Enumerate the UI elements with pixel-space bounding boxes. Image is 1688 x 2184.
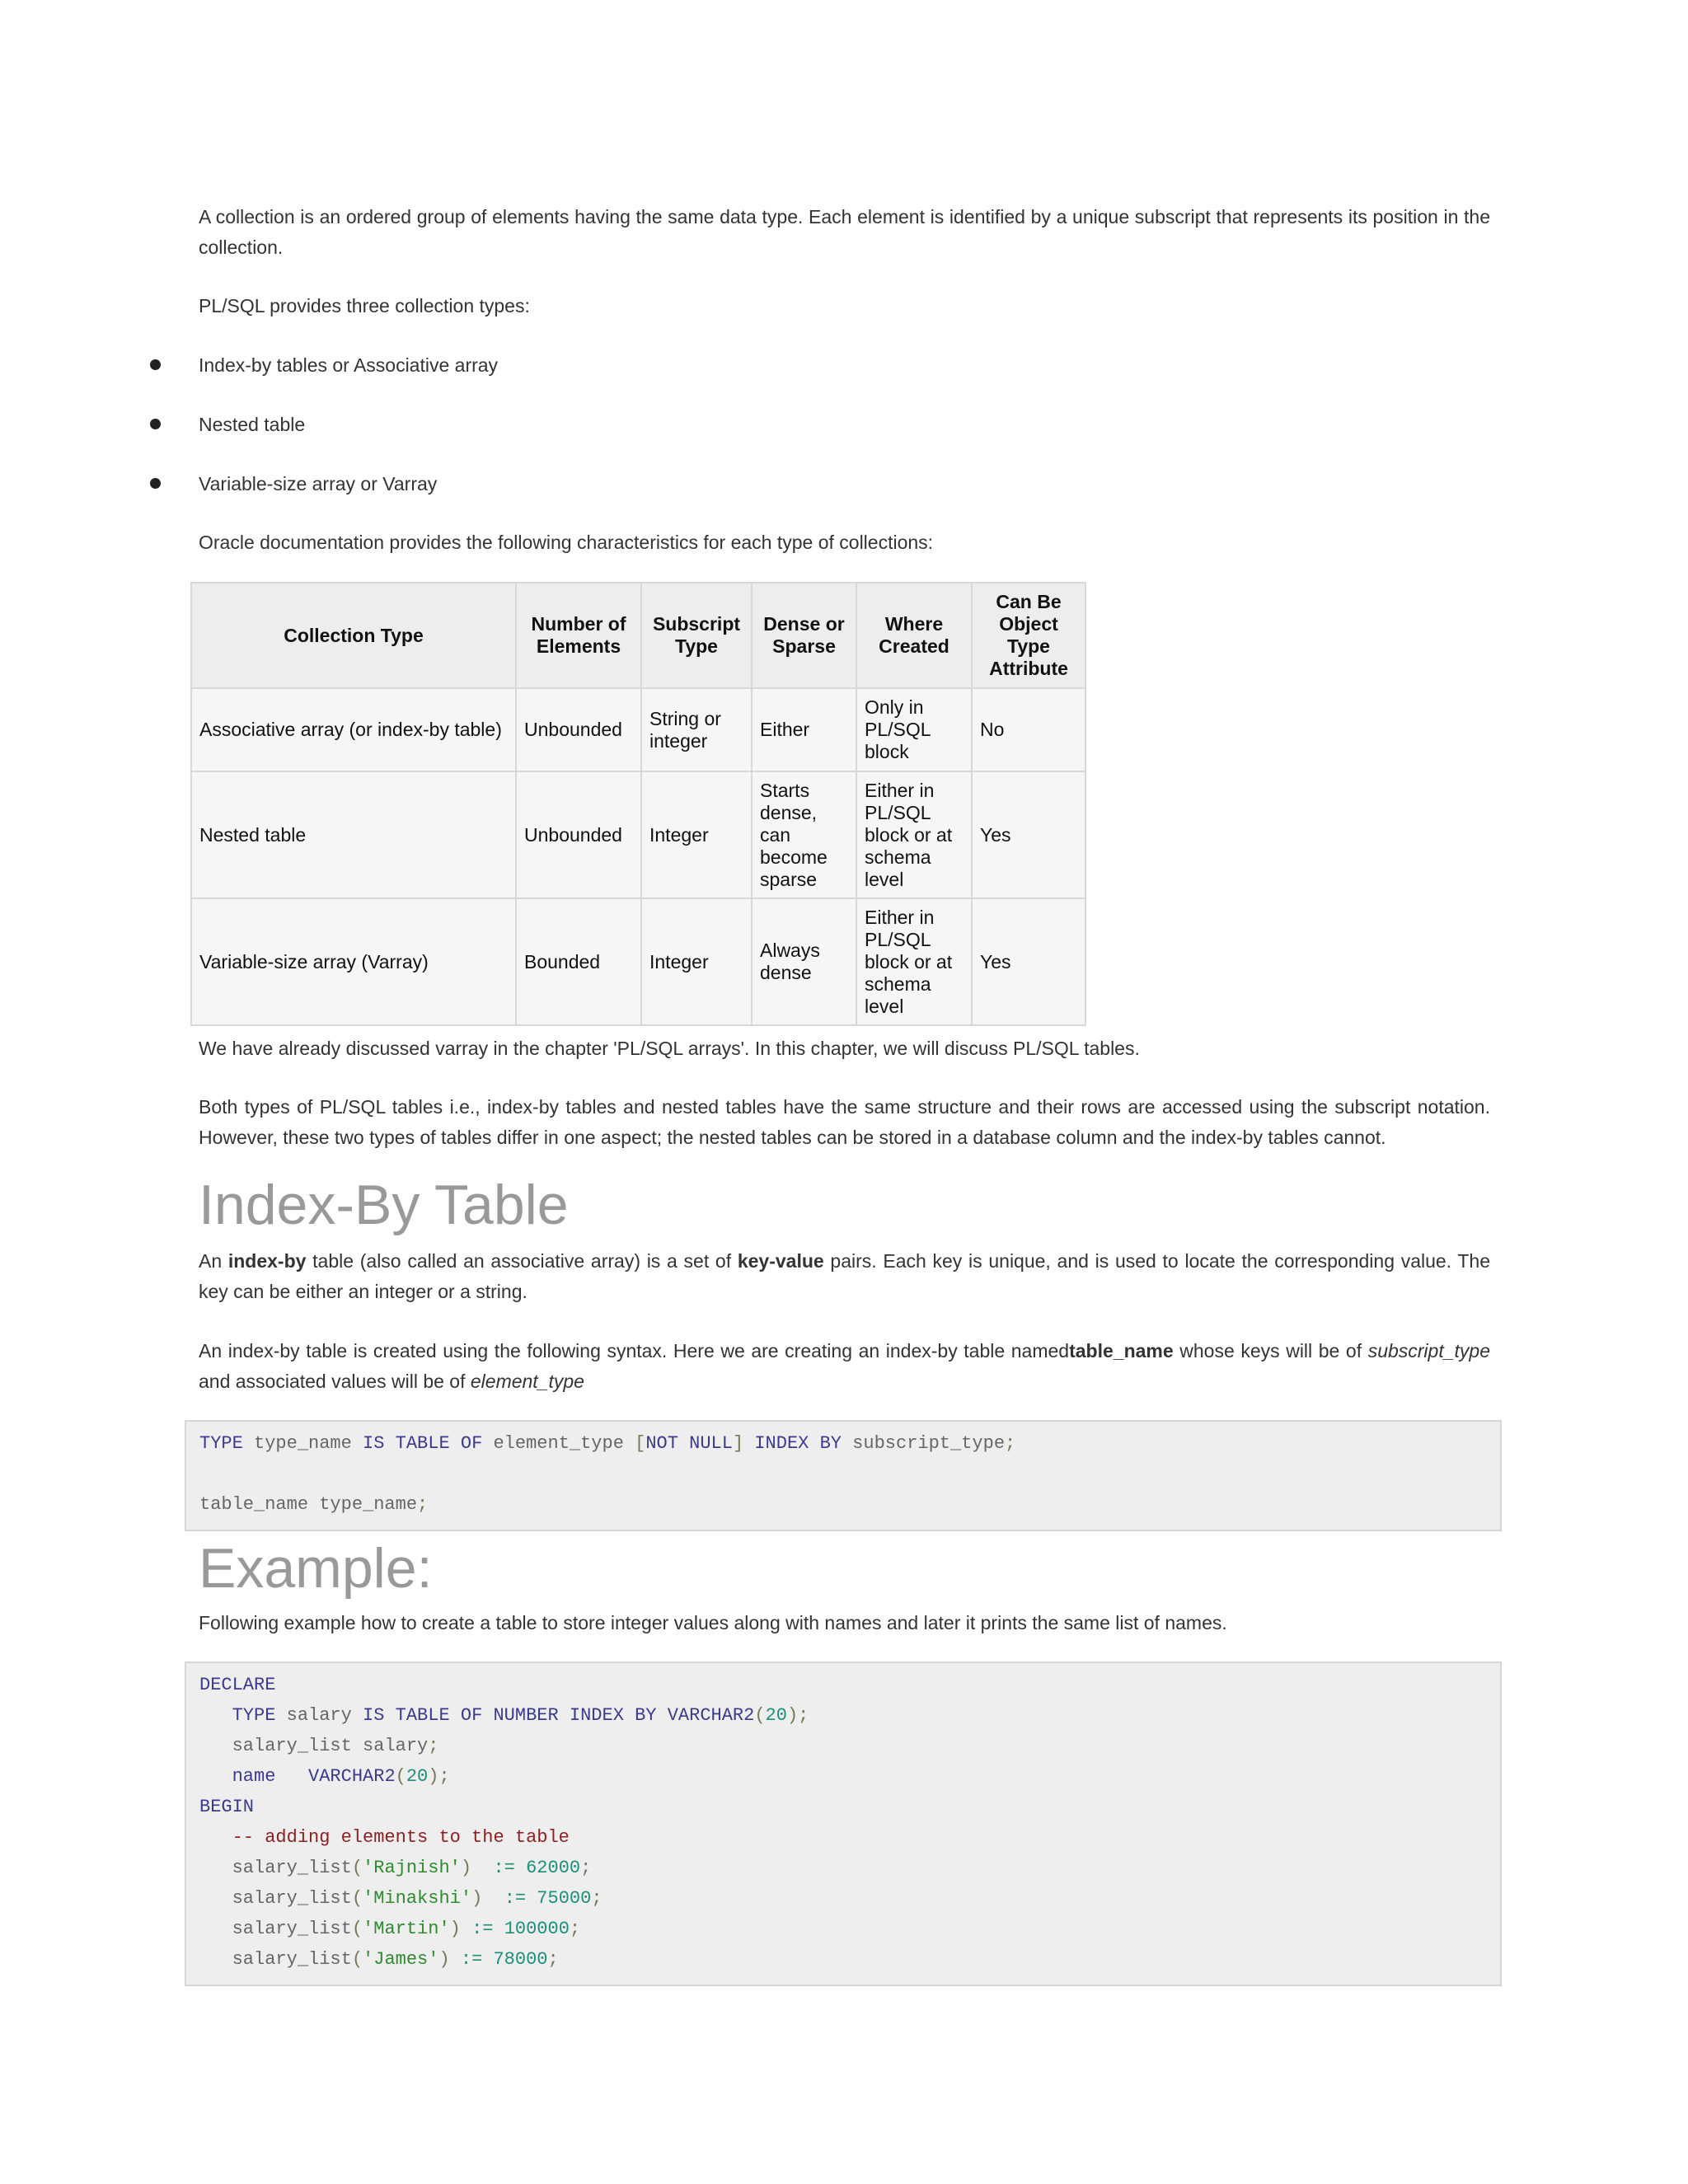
code-line — [199, 1944, 1487, 1975]
code-token: type_name — [242, 1433, 363, 1454]
italic-term: subscript_type — [1367, 1340, 1490, 1361]
code-token: 'Martin' — [363, 1919, 450, 1939]
code-token: 75000 — [537, 1888, 592, 1909]
code-token: 78000 — [493, 1949, 548, 1970]
code-line: BEGIN — [199, 1797, 255, 1817]
code-token: ) — [449, 1919, 472, 1939]
table-cell: Starts dense, can become sparse — [752, 771, 856, 898]
code-token: ] — [732, 1433, 744, 1454]
table-cell: String or integer — [641, 688, 752, 771]
code-token: name — [232, 1766, 276, 1787]
code-token: INDEX BY — [754, 1433, 842, 1454]
bold-term: table_name — [1069, 1340, 1174, 1361]
table-cell: Bounded — [516, 898, 641, 1025]
code-token: VARCHAR2 — [308, 1766, 396, 1787]
table-cell: Variable-size array (Varray) — [191, 898, 516, 1025]
code-line — [199, 1731, 1487, 1761]
code-token: 62000 — [526, 1858, 581, 1878]
code-token: ( — [395, 1766, 406, 1787]
code-line — [199, 1459, 1487, 1489]
code-token: NOT NULL — [645, 1433, 733, 1454]
varray-paragraph: We have already discussed varray in the chapter 'PL/SQL arrays'. In this chapter, we will discuss PL/SQL tables. — [199, 1038, 1140, 1059]
code-line — [199, 1883, 1487, 1914]
header-collection-type: Collection Type — [191, 583, 516, 688]
section-heading-index-by-table: Index-By Table — [199, 1174, 569, 1236]
code-token: TYPE — [199, 1433, 243, 1454]
text-run: An index-by table is created using the following syntax. Here we are creating an index-by table named — [199, 1340, 1070, 1361]
code-token: salary — [275, 1705, 363, 1726]
intro-paragraph: A collection is an ordered group of elements having the same data type. Each element is identified by a unique subscript that represents its position in the collection. — [199, 206, 1490, 258]
collection-characteristics-table — [190, 582, 1086, 1026]
code-token: ; — [569, 1919, 581, 1939]
code-token: ); — [786, 1705, 809, 1726]
table-cell: Unbounded — [516, 771, 641, 898]
syntax-code-block — [185, 1420, 1502, 1531]
code-token — [199, 1705, 232, 1726]
table-header-row — [191, 583, 1085, 688]
text-run: and associated values will be of — [199, 1371, 471, 1392]
list-item: Index-by tables or Associative array — [199, 354, 499, 376]
table-cell: Only in PL/SQL block — [856, 688, 972, 771]
code-line — [199, 1761, 1487, 1792]
code-token — [275, 1766, 308, 1787]
bullet-icon — [150, 359, 161, 370]
code-line — [199, 1489, 1487, 1520]
table-cell: Yes — [972, 771, 1085, 898]
code-line — [199, 1700, 1487, 1731]
code-token: 100000 — [504, 1919, 570, 1939]
oracle-doc-paragraph: Oracle documentation provides the following characteristics for each type of collections: — [199, 532, 934, 553]
code-token: salary_list — [232, 1949, 352, 1970]
text-run: An — [199, 1250, 228, 1272]
code-comment: -- adding elements to the table — [199, 1827, 570, 1848]
code-token: salary_list — [232, 1919, 352, 1939]
code-token: ; — [591, 1888, 603, 1909]
table-cell: Either — [752, 688, 856, 771]
code-token: ; — [417, 1494, 429, 1515]
code-token: 20 — [406, 1766, 429, 1787]
code-line — [199, 1428, 1487, 1459]
code-token: TYPE — [232, 1705, 276, 1726]
index-by-description — [199, 1246, 1490, 1307]
collection-types-intro: PL/SQL provides three collection types: — [199, 295, 530, 316]
table-cell: Integer — [641, 898, 752, 1025]
table-cell: Associative array (or index-by table) — [191, 688, 516, 771]
bullet-icon — [150, 419, 161, 429]
code-token: ) — [471, 1888, 504, 1909]
code-token: element_type — [482, 1433, 635, 1454]
code-token: ) — [438, 1949, 461, 1970]
header-subscript-type: Subscript Type — [641, 583, 752, 688]
code-token: ( — [754, 1705, 766, 1726]
bold-term: index-by — [227, 1250, 307, 1272]
table-row — [191, 688, 1085, 771]
table-cell: Yes — [972, 898, 1085, 1025]
code-line — [199, 1853, 1487, 1883]
code-token: salary_list — [232, 1888, 352, 1909]
italic-term: element_type — [470, 1371, 584, 1392]
code-line — [199, 1914, 1487, 1944]
code-token: ( — [351, 1888, 363, 1909]
code-token: [ — [635, 1433, 646, 1454]
text-run: table (also called an associative array) is a set of — [306, 1250, 738, 1272]
table-cell: Either in PL/SQL block or at schema level — [856, 898, 972, 1025]
plsql-tables-paragraph: Both types of PL/SQL tables i.e., index-by tables and nested tables have the same structure and their rows are accessed using the subscript notation. However, these two types of tables differ in one aspect; the nested tables can be stored in a database column and the index-by tables cannot. — [199, 1096, 1490, 1148]
code-token: ( — [351, 1858, 363, 1878]
code-token: ) — [460, 1858, 494, 1878]
code-token: IS TABLE OF NUMBER INDEX BY VARCHAR2 — [363, 1705, 755, 1726]
example-description: Following example how to create a table to store integer values along with names and later it prints the same list of names. — [199, 1612, 1227, 1633]
code-token: ); — [428, 1766, 450, 1787]
code-line: DECLARE — [199, 1675, 276, 1695]
table-cell: Either in PL/SQL block or at schema level — [856, 771, 972, 898]
table-cell: Integer — [641, 771, 752, 898]
bold-term: key-value — [737, 1250, 824, 1272]
code-token: IS TABLE OF — [363, 1433, 483, 1454]
code-token: 'James' — [363, 1949, 439, 1970]
example-code-block — [185, 1661, 1502, 1986]
code-token: table_name type_name — [199, 1494, 418, 1515]
code-token: := — [504, 1888, 537, 1909]
code-token: 'Rajnish' — [363, 1858, 461, 1878]
table-cell: Always dense — [752, 898, 856, 1025]
table-cell: Nested table — [191, 771, 516, 898]
table-cell: No — [972, 688, 1085, 771]
header-where-created: Where Created — [856, 583, 972, 688]
code-token: 'Minakshi' — [363, 1888, 472, 1909]
code-token: 20 — [765, 1705, 787, 1726]
code-token: := — [493, 1858, 527, 1878]
code-token: ( — [351, 1919, 363, 1939]
code-token: := — [460, 1949, 494, 1970]
header-dense-or-sparse: Dense or Sparse — [752, 583, 856, 688]
code-token: ( — [351, 1949, 363, 1970]
table-row — [191, 898, 1085, 1025]
code-token — [199, 1766, 232, 1787]
code-token: ; — [428, 1736, 439, 1756]
code-token — [199, 1736, 232, 1756]
code-token: subscript_type — [841, 1433, 1006, 1454]
header-object-type-attribute: Can Be Object Type Attribute — [972, 583, 1085, 688]
code-token: ; — [547, 1949, 559, 1970]
code-token: ; — [580, 1858, 592, 1878]
table-row — [191, 771, 1085, 898]
header-number-of-elements: Number of Elements — [516, 583, 641, 688]
text-run: whose keys will be of — [1173, 1340, 1368, 1361]
table-cell: Unbounded — [516, 688, 641, 771]
code-token: := — [471, 1919, 504, 1939]
section-heading-example: Example: — [199, 1537, 433, 1600]
code-token — [743, 1433, 754, 1454]
code-token: ; — [1005, 1433, 1016, 1454]
index-by-syntax-description — [199, 1336, 1490, 1397]
list-item: Variable-size array or Varray — [199, 473, 438, 494]
code-token: salary_list salary — [232, 1736, 429, 1756]
text-run: pairs. Each key is unique, and is used to locate the corresponding value. The key can be either an integer or a string. — [199, 1250, 1491, 1302]
code-token: salary_list — [232, 1858, 352, 1878]
list-item: Nested table — [199, 414, 306, 435]
bullet-icon — [150, 478, 161, 489]
